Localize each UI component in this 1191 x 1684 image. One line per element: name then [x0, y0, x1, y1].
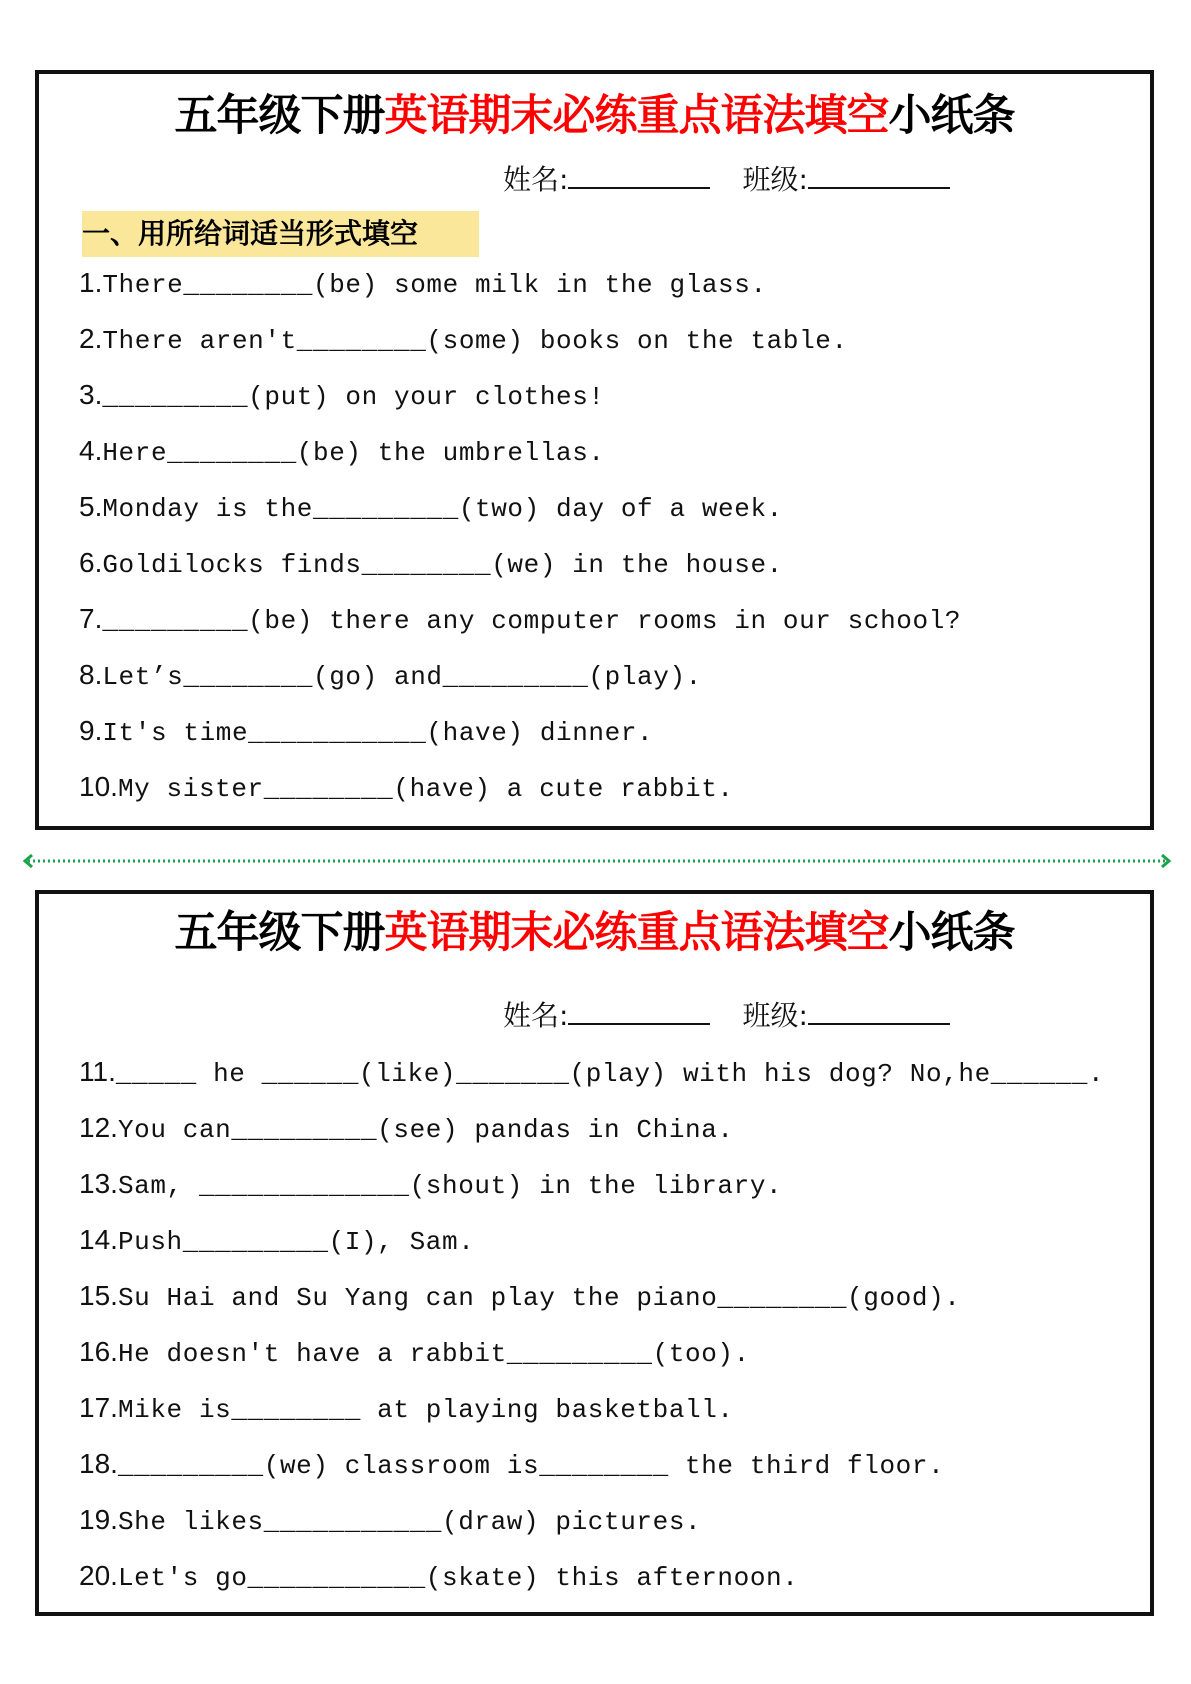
item-text: Sam, _____________(shout) in the library. [117, 1171, 783, 1201]
item-number: 14. [79, 1224, 118, 1255]
item-text: My sister________(have) a cute rabbit. [117, 774, 734, 804]
exercise-item [79, 659, 702, 692]
item-number: 17. [79, 1392, 118, 1423]
item-text: It's time___________(have) dinner. [102, 718, 654, 748]
item-number: 19. [79, 1504, 118, 1535]
item-text: Mike is________ at playing basketball. [117, 1395, 734, 1425]
item-text: _____ he ______(like)_______(play) with his dog? No,he______. [115, 1059, 1105, 1089]
item-text: Let’s________(go) and_________(play). [102, 662, 702, 692]
item-text: _________(put) on your clothes! [102, 382, 605, 412]
title-highlight: 英语期末必练重点语法填空 [384, 908, 889, 958]
item-text: Goldilocks finds________(we) in the house. [102, 550, 783, 580]
item-number: 13. [79, 1168, 118, 1199]
exercise-item [79, 1560, 798, 1593]
item-number: 16. [79, 1336, 118, 1367]
exercise-item [79, 1448, 944, 1481]
item-number: 2. [79, 323, 103, 354]
class-label: 班级: [742, 163, 808, 196]
item-number: 15. [79, 1280, 118, 1311]
title-part: 小纸条 [888, 908, 1015, 958]
item-text: _________(we) classroom is________ the third floor. [117, 1451, 945, 1481]
item-number: 18. [79, 1448, 118, 1479]
exercise-item [79, 547, 783, 580]
exercise-item [79, 379, 605, 412]
cut-line-separator [22, 854, 1172, 868]
name-label: 姓名: [503, 999, 569, 1032]
exercise-item [79, 1112, 734, 1145]
item-number: 3. [79, 379, 103, 410]
worksheet-title [39, 899, 1150, 960]
item-text: You can_________(see) pandas in China. [117, 1115, 734, 1145]
item-number: 12. [79, 1112, 118, 1143]
title-highlight: 英语期末必练重点语法填空 [384, 91, 889, 141]
item-number: 1. [79, 267, 103, 298]
item-text: Here________(be) the umbrellas. [102, 438, 605, 468]
class-field[interactable] [808, 997, 950, 1025]
item-text: He doesn't have a rabbit_________(too). [117, 1339, 750, 1369]
item-number: 7. [79, 603, 103, 634]
item-text: She likes___________(draw) pictures. [117, 1507, 702, 1537]
section-heading: 一、用所给词适当形式填空 [82, 211, 479, 257]
exercise-item [79, 715, 653, 748]
exercise-item [79, 1336, 750, 1369]
item-number: 4. [79, 435, 103, 466]
worksheet-title [39, 82, 1150, 143]
item-number: 9. [79, 715, 103, 746]
title-part: 五年级下册 [174, 91, 385, 141]
exercise-item [79, 1392, 734, 1425]
exercise-item [79, 1056, 1104, 1089]
item-text: Su Hai and Su Yang can play the piano________(good). [117, 1283, 961, 1313]
exercise-item [79, 603, 961, 636]
class-field[interactable] [808, 161, 950, 189]
item-text: Push_________(I), Sam. [117, 1227, 475, 1257]
item-text: Monday is the_________(two) day of a week. [102, 494, 783, 524]
exercise-item [79, 771, 734, 804]
worksheet-card-bottom [35, 890, 1154, 1616]
title-part: 小纸条 [888, 91, 1015, 141]
item-number: 6. [79, 547, 103, 578]
item-number: 11. [79, 1056, 116, 1087]
exercise-item [79, 435, 605, 468]
exercise-item [79, 323, 848, 356]
exercise-item [79, 1280, 960, 1313]
title-part: 五年级下册 [174, 908, 385, 958]
item-text: There aren't________(some) books on the table. [102, 326, 848, 356]
class-label: 班级: [742, 999, 808, 1032]
worksheet-card-top [35, 70, 1154, 830]
item-number: 5. [79, 491, 103, 522]
item-number: 10. [79, 771, 118, 802]
name-field[interactable] [568, 161, 710, 189]
item-text: Let's go___________(skate) this afternoon. [117, 1563, 799, 1593]
exercise-item [79, 491, 783, 524]
exercise-item [79, 267, 767, 300]
exercise-item [79, 1168, 782, 1201]
name-field[interactable] [568, 997, 710, 1025]
item-text: There________(be) some milk in the glass. [102, 270, 767, 300]
item-number: 20. [79, 1560, 118, 1591]
exercise-item [79, 1504, 701, 1537]
name-class-row [503, 158, 982, 198]
item-number: 8. [79, 659, 103, 690]
name-class-row [503, 994, 982, 1034]
item-text: _________(be) there any computer rooms in our school? [102, 606, 962, 636]
exercise-item [79, 1224, 474, 1257]
name-label: 姓名: [503, 163, 569, 196]
